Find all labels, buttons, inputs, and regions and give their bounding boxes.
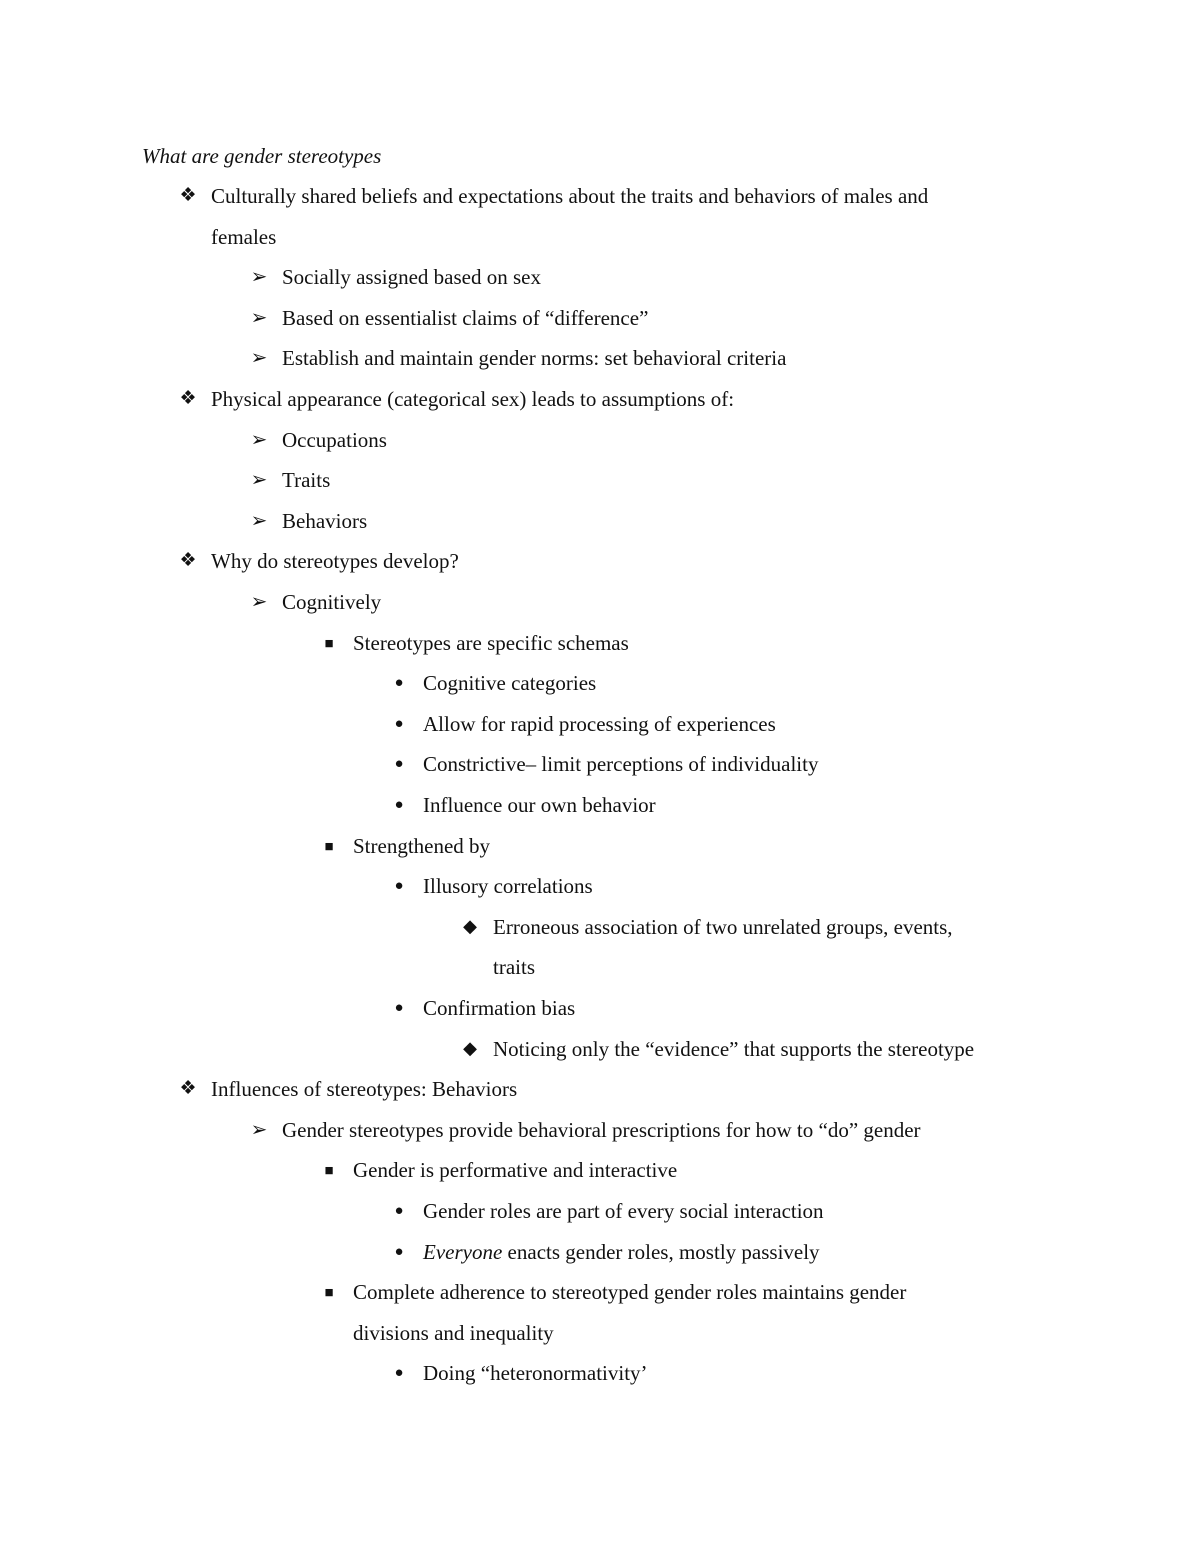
arrow-bullet-icon: ➢	[250, 266, 268, 288]
dot-bullet-icon: ●	[394, 1203, 404, 1219]
outline-item-level-3	[324, 830, 491, 862]
outline-item-level-4	[394, 992, 576, 1024]
diamond-bullet-icon: ◆	[463, 916, 477, 936]
outline-item-text: Behaviors	[282, 509, 368, 533]
dot-bullet-icon: ●	[394, 1000, 404, 1016]
outline-item-text: Influence our own behavior	[423, 793, 656, 817]
outline-item-level-2	[250, 586, 382, 618]
arrow-bullet-icon: ➢	[250, 591, 268, 613]
outline-item-level-5	[463, 1033, 975, 1065]
outline-item-level-5	[463, 911, 953, 943]
diamond-dots-bullet-icon: ❖	[179, 1078, 197, 1099]
outline-item-text: Physical appearance (categorical sex) leads to assumptions of:	[211, 387, 735, 411]
dot-bullet-icon: ●	[394, 756, 404, 772]
outline-item-level-1	[211, 221, 276, 253]
diamond-dots-bullet-icon: ❖	[179, 550, 197, 571]
outline-item-text: females	[211, 225, 277, 249]
outline-item-level-4	[394, 1195, 824, 1227]
page-title: What are gender stereotypes	[142, 144, 382, 168]
square-bullet-icon: ■	[324, 1163, 334, 1179]
outline-item-text: Culturally shared beliefs and expectations about the traits and behaviors of males and	[211, 184, 929, 208]
outline-item-level-2	[250, 424, 387, 456]
outline-item-level-4	[394, 1357, 648, 1389]
outline-item-text: enacts gender roles, mostly passively	[502, 1240, 820, 1264]
outline-item-text: Establish and maintain gender norms: set behavioral criteria	[282, 346, 787, 370]
diamond-bullet-icon: ◆	[463, 1038, 477, 1058]
dot-bullet-icon: ●	[394, 797, 404, 813]
arrow-bullet-icon: ➢	[250, 429, 268, 451]
outline-item-text: Gender roles are part of every social interaction	[423, 1199, 824, 1223]
outline-item-text: Erroneous association of two unrelated groups, events,	[493, 915, 953, 939]
outline-item-level-3	[353, 1317, 554, 1349]
arrow-bullet-icon: ➢	[250, 307, 268, 329]
outline-item-level-3	[324, 627, 629, 659]
outline-item-text: Allow for rapid processing of experiences	[423, 712, 776, 736]
outline-item-text: Noticing only the “evidence” that supports the stereotype	[493, 1037, 975, 1061]
outline-item-level-1	[179, 180, 929, 212]
dot-bullet-icon: ●	[394, 716, 404, 732]
outline-item-text: Socially assigned based on sex	[282, 265, 541, 289]
outline-item-level-1	[179, 545, 459, 577]
arrow-bullet-icon: ➢	[250, 347, 268, 369]
outline-item-text: Stereotypes are specific schemas	[353, 631, 629, 655]
outline-item-text: Based on essentialist claims of “difference”	[282, 306, 649, 330]
outline-item-text: Complete adherence to stereotyped gender roles maintains gender	[353, 1280, 907, 1304]
emphasis-text: Everyone	[423, 1240, 503, 1264]
outline-item-text: Doing “heteronormativity’	[423, 1361, 648, 1385]
outline-item-level-5	[493, 951, 535, 983]
outline-item-text: Cognitively	[282, 590, 382, 614]
outline-item-level-4	[394, 870, 593, 902]
outline-item-text: Occupations	[282, 428, 387, 452]
outline-item-text: traits	[493, 955, 535, 979]
outline-item-text: divisions and inequality	[353, 1321, 554, 1345]
outline-item-text: Gender is performative and interactive	[353, 1158, 678, 1182]
square-bullet-icon: ■	[324, 839, 334, 855]
outline-item-text: Why do stereotypes develop?	[211, 549, 459, 573]
square-bullet-icon: ■	[324, 1285, 334, 1301]
outline-item-level-4	[394, 789, 656, 821]
dot-bullet-icon: ●	[394, 1365, 404, 1381]
outline-item-level-2	[250, 342, 787, 374]
outline-item-text: Traits	[282, 468, 331, 492]
outline-item-level-1	[179, 383, 735, 415]
outline-item-level-2	[250, 1114, 921, 1146]
square-bullet-icon: ■	[324, 636, 334, 652]
outline-item-text: Confirmation bias	[423, 996, 576, 1020]
outline-item-level-1	[179, 1073, 518, 1105]
outline-item-level-2	[250, 302, 649, 334]
arrow-bullet-icon: ➢	[250, 510, 268, 532]
outline-item-text: Illusory correlations	[423, 874, 593, 898]
diamond-dots-bullet-icon: ❖	[179, 185, 197, 206]
outline-item-level-4	[394, 667, 597, 699]
outline-item-level-4	[394, 708, 776, 740]
arrow-bullet-icon: ➢	[250, 469, 268, 491]
outline-item-text: Gender stereotypes provide behavioral prescriptions for how to “do” gender	[282, 1118, 921, 1142]
outline-item-text: Cognitive categories	[423, 671, 597, 695]
dot-bullet-icon: ●	[394, 878, 404, 894]
outline-item-level-3	[324, 1276, 907, 1308]
dot-bullet-icon: ●	[394, 1244, 404, 1260]
outline-item-level-4	[394, 1236, 820, 1268]
outline-item-level-2	[250, 505, 368, 537]
outline-item-level-4	[394, 748, 819, 780]
outline-item-text: Influences of stereotypes: Behaviors	[211, 1077, 518, 1101]
outline-item-text: Constrictive– limit perceptions of individuality	[423, 752, 819, 776]
outline-item-level-2	[250, 464, 331, 496]
outline-item-level-2	[250, 261, 541, 293]
outline-item-text: Strengthened by	[353, 834, 491, 858]
outline-item-level-3	[324, 1154, 678, 1186]
dot-bullet-icon: ●	[394, 675, 404, 691]
diamond-dots-bullet-icon: ❖	[179, 388, 197, 409]
arrow-bullet-icon: ➢	[250, 1119, 268, 1141]
